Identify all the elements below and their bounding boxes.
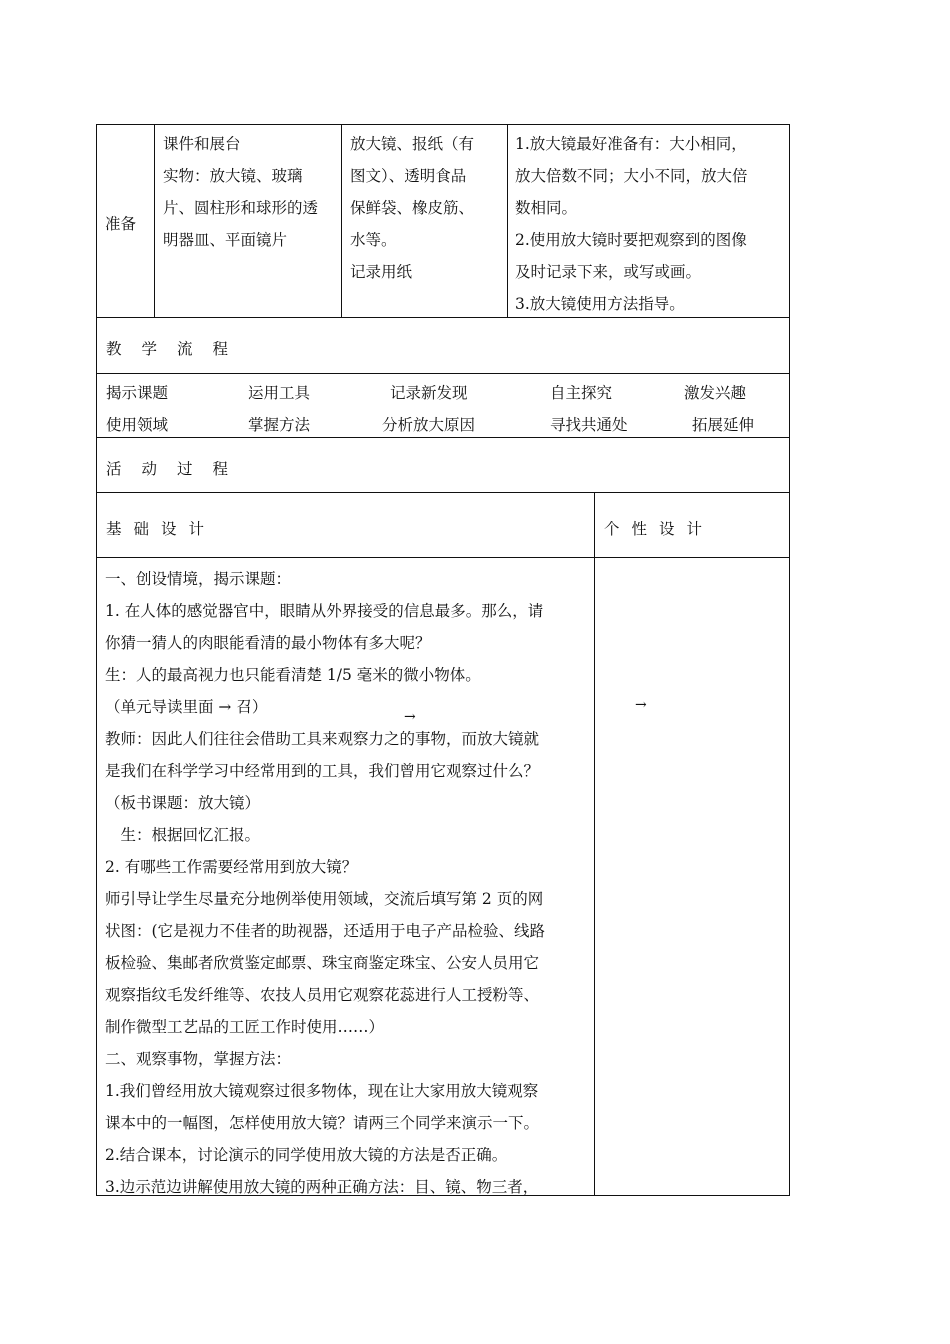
body-line: 生：人的最高视力也只能看清楚 1/5 毫米的微小物体。	[105, 666, 481, 684]
prep-divider-2	[341, 124, 342, 317]
prep-col3-line: 1.放大镜最好准备有：大小相同，	[515, 135, 747, 153]
prep-col3-line: 3.放大镜使用方法指导。	[515, 295, 685, 313]
body-line: 课本中的一幅图，怎样使用放大镜？请两三个同学来演示一下。	[105, 1114, 540, 1132]
row-rule-4	[96, 492, 790, 493]
flow-title: 教学流程	[106, 340, 249, 358]
prep-col1-line: 实物：放大镜、玻璃	[163, 167, 303, 185]
body-line: 教师：因此人们往往会借助工具来观察力之的事物，而放大镜就	[105, 730, 540, 748]
body-line: 1.我们曾经用放大镜观察过很多物体，现在让大家用放大镜观察	[105, 1082, 539, 1100]
prep-col1-line: 课件和展台	[163, 135, 241, 153]
body-line: 2. 有哪些工作需要经常用到放大镜？	[105, 858, 358, 876]
base-design-title: 基础设计	[106, 520, 217, 538]
prep-notes	[515, 128, 748, 320]
prep-col2-line: 水等。	[350, 231, 397, 249]
body-line: 是我们在科学学习中经常用到的工具，我们曾用它观察过什么？	[105, 762, 540, 780]
prep-col3-line: 及时记录下来，或写或画。	[515, 263, 702, 281]
prep-col2-line: 放大镜、报纸（有	[350, 135, 475, 153]
body-line: （单元导读里面 → 召）	[105, 698, 268, 716]
body-line: 2.结合课本，讨论演示的同学使用放大镜的方法是否正确。	[105, 1146, 508, 1164]
body-line: 状图：(它是视力不佳者的助视器，还适用于电子产品检验、线路	[105, 922, 546, 940]
prep-materials-student	[350, 128, 474, 288]
flow-step: 寻找共通处	[550, 416, 628, 434]
flow-step: 拓展延伸	[692, 416, 755, 434]
activity-title: 活动过程	[106, 460, 249, 478]
body-line: 一、创设情境，揭示课题：	[105, 570, 292, 588]
prep-col3-line: 数相同。	[515, 199, 578, 217]
prep-col2-line: 图文）、透明食品	[350, 167, 467, 185]
flow-step: 分析放大原因	[382, 416, 476, 434]
design-divider	[594, 492, 595, 1196]
body-line: 你猜一猜人的肉眼能看清的最小物体有多大呢？	[105, 634, 431, 652]
body-line: 板检验、集邮者欣赏鉴定邮票、珠宝商鉴定珠宝、公安人员用它	[105, 954, 540, 972]
base-design-content	[105, 563, 545, 1203]
row-rule-3	[96, 437, 790, 438]
body-line: 生：根据回忆汇报。	[105, 826, 261, 844]
flow-step: 激发兴趣	[684, 384, 747, 402]
body-line: （板书课题：放大镜）	[105, 794, 261, 812]
prep-col2-line: 记录用纸	[350, 263, 413, 281]
flow-step: 自主探究	[550, 384, 613, 402]
row-rule-5	[96, 557, 790, 558]
prep-col1-line: 片、圆柱形和球形的透	[163, 199, 319, 217]
prep-col3-line: 放大倍数不同；大小不同，放大倍	[515, 167, 748, 185]
prep-label: 准备	[105, 215, 137, 233]
prep-col1-line: 明器皿、平面镜片	[163, 231, 288, 249]
prep-divider-1	[154, 124, 155, 317]
flow-step: 掌握方法	[248, 416, 311, 434]
body-line: 3.边示范边讲解使用放大镜的两种正确方法：目、镜、物三者，	[105, 1178, 539, 1196]
body-line: 师引导让学生尽量充分地例举使用领域，交流后填写第 2 页的网	[105, 890, 544, 908]
prep-col3-line: 2.使用放大镜时要把观察到的图像	[515, 231, 747, 249]
flow-step: 运用工具	[248, 384, 311, 402]
body-line: 制作微型工艺品的工匠工作时使用……）	[105, 1018, 385, 1036]
prep-divider-3	[507, 124, 508, 317]
prep-materials-teacher	[163, 128, 318, 256]
arrow-icon: →	[404, 709, 416, 725]
flow-step: 揭示课题	[106, 384, 169, 402]
row-rule-2	[96, 373, 790, 374]
arrow-icon: →	[635, 697, 647, 713]
flow-step: 记录新发现	[390, 384, 468, 402]
body-line: 1. 在人体的感觉器官中，眼睛从外界接受的信息最多。那么，请	[105, 602, 544, 620]
personal-design-title: 个性设计	[604, 520, 715, 538]
prep-col2-line: 保鲜袋、橡皮筋、	[350, 199, 475, 217]
body-line: 观察指纹毛发纤维等、农技人员用它观察花蕊进行人工授粉等、	[105, 986, 540, 1004]
flow-step: 使用领域	[106, 416, 169, 434]
body-line: 二、观察事物，掌握方法：	[105, 1050, 292, 1068]
